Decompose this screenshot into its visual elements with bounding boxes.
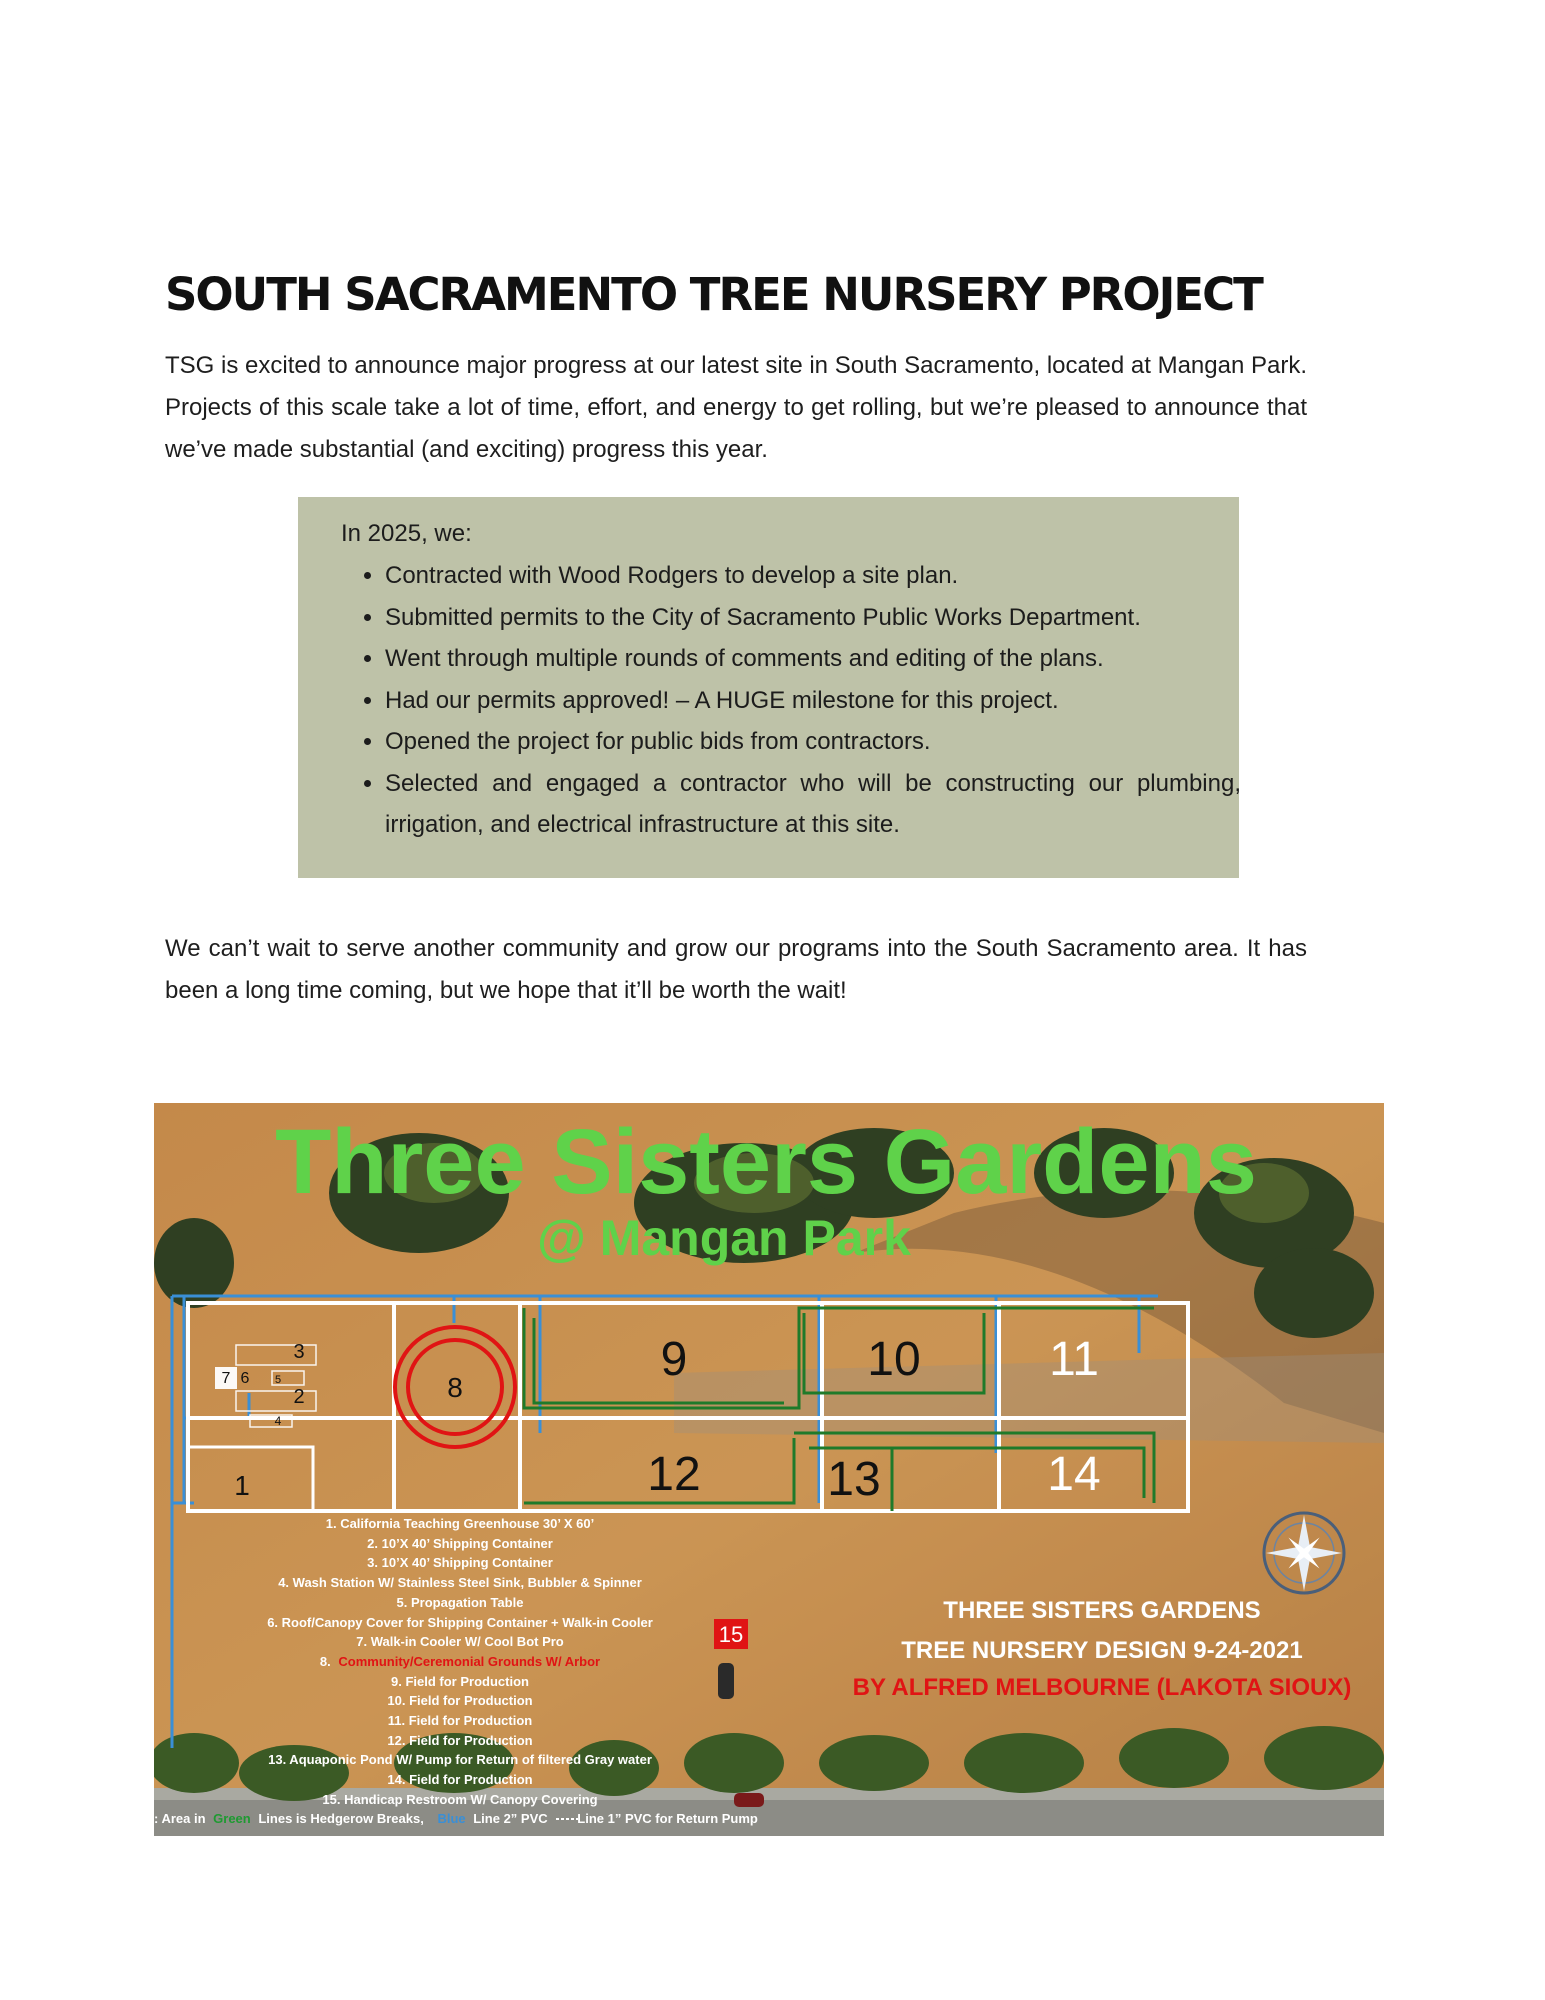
plan-subtitle: @ Mangan Park xyxy=(537,1210,911,1266)
footer-prefix: : Area in xyxy=(154,1811,206,1826)
legend-item: 12. Field for Production xyxy=(387,1733,533,1748)
zone-number: 3 xyxy=(293,1341,305,1363)
legend-item: 1. California Teaching Greenhouse 30’ X 60’ xyxy=(325,1516,595,1531)
legend-item: 10. Field for Production xyxy=(387,1693,533,1708)
list-item: • Had our permits approved! – A HUGE milestone for this project. xyxy=(385,680,1241,722)
legend-item: 13. Aquaponic Pond W/ Pump for Return of filtered Gray water xyxy=(268,1752,652,1767)
credit-line: BY ALFRED MELBOURNE (LAKOTA SIOUX) xyxy=(852,1674,1352,1701)
legend-item-8 xyxy=(320,1654,600,1669)
legend-item: 11. Field for Production xyxy=(387,1713,533,1728)
footer-line2: Line 2” PVC xyxy=(473,1811,548,1826)
zone-number: 12 xyxy=(647,1448,701,1501)
progress-list xyxy=(341,555,1241,846)
zone-number: 6 xyxy=(240,1370,250,1387)
legend-item: 2. 10’X 40’ Shipping Container xyxy=(367,1536,553,1551)
zone-number: 8 xyxy=(447,1372,463,1403)
zone-number: 2 xyxy=(293,1386,305,1408)
zone-number: 1 xyxy=(234,1470,250,1501)
zone-number: 7 xyxy=(221,1370,231,1387)
zone-number: 14 xyxy=(1047,1448,1101,1501)
footer-line1: Line 1” PVC for Return Pump xyxy=(577,1811,758,1826)
list-item: • Contracted with Wood Rodgers to develop a site plan. xyxy=(385,555,1241,597)
legend-item: 14. Field for Production xyxy=(387,1772,533,1787)
list-item: • Opened the project for public bids from contractors. xyxy=(385,721,1241,763)
callout-intro: In 2025, we: xyxy=(341,520,472,547)
legend-item: 15. Handicap Restroom W/ Canopy Covering xyxy=(322,1792,598,1807)
closing-paragraph: We can’t wait to serve another community and grow our programs into the South Sacramento area. It has been a long time coming, but we hope that it’ll be worth the wait! xyxy=(165,935,1307,1004)
footer-blue-word: Blue xyxy=(437,1811,466,1826)
legend-item-8-text: Community/Ceremonial Grounds W/ Arbor xyxy=(338,1654,601,1669)
list-item: • Went through multiple rounds of comments and editing of the plans. xyxy=(385,638,1241,680)
legend-item-8-number: 8. xyxy=(319,1654,331,1669)
zone-number: 4 xyxy=(274,1414,282,1428)
intro-paragraph: TSG is excited to announce major progress at our latest site in South Sacramento, located at Mangan Park. Projects of this scale take a lot of time, effort, and energy to get rolling, but we’re pleased to announce that we’ve made substantial (and exciting) progress this year. xyxy=(165,352,1307,463)
list-item: • Submitted permits to the City of Sacramento Public Works Department. xyxy=(385,597,1241,639)
car xyxy=(718,1663,734,1699)
plan-title: Three Sisters Gardens xyxy=(275,1111,1257,1213)
svg-text:: Area in Green Li xyxy=(154,1811,758,1826)
zone-number: 10 xyxy=(867,1333,921,1386)
site-plan-image xyxy=(154,1103,1384,1836)
zone-number: 9 xyxy=(660,1333,688,1386)
legend-item: 4. Wash Station W/ Stainless Steel Sink, Bubbler & Spinner xyxy=(278,1575,642,1590)
legend-item: 9. Field for Production xyxy=(391,1674,529,1689)
legend-item: 5. Propagation Table xyxy=(396,1595,524,1610)
zone-number: 11 xyxy=(1049,1333,1099,1386)
zone-number: 5 xyxy=(274,1374,282,1386)
page-title: SOUTH SACRAMENTO TREE NURSERY PROJECT xyxy=(165,268,1262,321)
compass-icon xyxy=(1264,1513,1344,1593)
credit-line: TREE NURSERY DESIGN 9-24-2021 xyxy=(901,1637,1303,1664)
credit-line: THREE SISTERS GARDENS xyxy=(943,1597,1261,1624)
legend-item: 3. 10’X 40’ Shipping Container xyxy=(367,1555,553,1570)
zone-number: 13 xyxy=(827,1453,881,1506)
list-item: • Selected and engaged a contractor who will be constructing our plumbing, irrigation, and electrical infrastructure at this site. xyxy=(385,763,1241,846)
legend-item: 6. Roof/Canopy Cover for Shipping Container + Walk-in Cooler xyxy=(267,1615,653,1630)
legend-item: 7. Walk-in Cooler W/ Cool Bot Pro xyxy=(356,1634,564,1649)
footer-mid: Lines is Hedgerow Breaks, xyxy=(258,1811,424,1826)
plan-footer-key xyxy=(154,1811,758,1826)
zone-number: 15 xyxy=(718,1622,744,1647)
progress-callout xyxy=(298,497,1239,878)
footer-green-word: Green xyxy=(213,1811,251,1826)
